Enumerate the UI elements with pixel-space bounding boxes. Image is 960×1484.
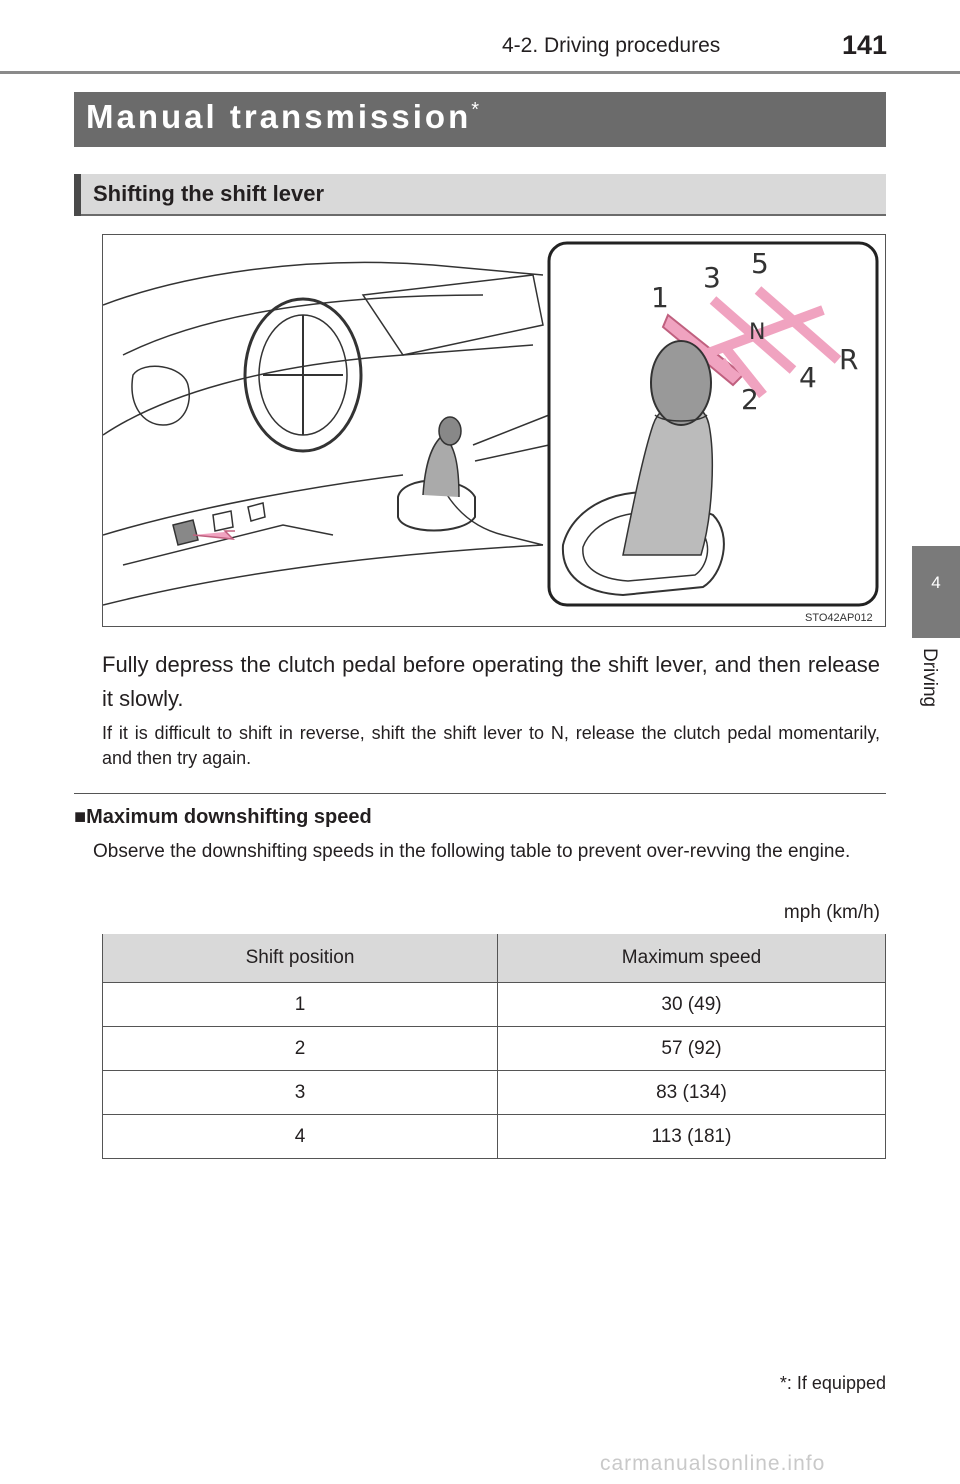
page-title-text: Manual transmission <box>86 98 472 135</box>
gear-label-4: 4 <box>799 361 817 394</box>
equipment-mark: * <box>471 99 480 121</box>
speed-unit: mph (km/h) <box>783 902 880 923</box>
gear-label-1: 1 <box>651 281 669 314</box>
equipment-footnote <box>700 1373 886 1394</box>
downshift-description: Observe the downshifting speeds in the following table to prevent over-revving the engine. <box>93 841 851 862</box>
subsection-title: Shifting the shift lever <box>93 181 325 206</box>
inset-panel <box>549 243 877 605</box>
header-divider <box>0 71 960 74</box>
gear-label-n: N <box>749 320 766 345</box>
maximum-speed-cell: 83 (134) <box>498 1071 886 1115</box>
subsection-marker <box>74 174 81 216</box>
footnote-text: : If equipped <box>786 1373 886 1393</box>
page-title <box>86 98 479 136</box>
site-watermark: carmanualsonline.info <box>600 1452 826 1475</box>
maximum-speed-cell: 113 (181) <box>498 1115 886 1159</box>
shift-position-cell: 1 <box>103 983 498 1027</box>
gear-label-r: R <box>839 343 859 376</box>
downshift-speed-table <box>102 934 886 1159</box>
table-row <box>103 1071 886 1115</box>
chapter-tab-number: 4 <box>931 573 941 592</box>
shift-lever-illustration <box>102 234 886 627</box>
downshift-heading <box>74 806 372 829</box>
illustration-svg <box>103 235 885 626</box>
column-header-maximum-speed: Maximum speed <box>498 934 886 983</box>
gear-label-5: 5 <box>751 247 769 280</box>
chapter-tab-label: Driving <box>919 648 940 708</box>
reverse-note: If it is difficult to shift in reverse, shift the shift lever to N, release the clutch pedal momentarily, and then try again. <box>102 723 880 768</box>
shift-position-cell: 2 <box>103 1027 498 1071</box>
column-header-shift-position: Shift position <box>103 934 498 983</box>
section-divider <box>74 793 886 794</box>
page-number: 141 <box>842 30 888 60</box>
maximum-speed-cell: 30 (49) <box>498 983 886 1027</box>
clutch-instruction: Fully depress the clutch pedal before operating the shift lever, and then release it slowly. <box>102 652 880 711</box>
section-heading: 4-2. Driving procedures <box>502 34 721 57</box>
table-row <box>103 1027 886 1071</box>
gear-label-2: 2 <box>741 383 759 416</box>
downshift-heading-text: Maximum downshifting speed <box>86 806 372 828</box>
table-row <box>103 983 886 1027</box>
footnote-mark: * <box>779 1373 787 1393</box>
heading-bullet: ■ <box>74 806 87 828</box>
shift-position-cell: 3 <box>103 1071 498 1115</box>
maximum-speed-cell: 57 (92) <box>498 1027 886 1071</box>
table-row <box>103 1115 886 1159</box>
gear-label-3: 3 <box>703 261 721 294</box>
table-header-row <box>103 934 886 983</box>
shift-position-cell: 4 <box>103 1115 498 1159</box>
figure-code: STO42AP012 <box>805 612 873 624</box>
